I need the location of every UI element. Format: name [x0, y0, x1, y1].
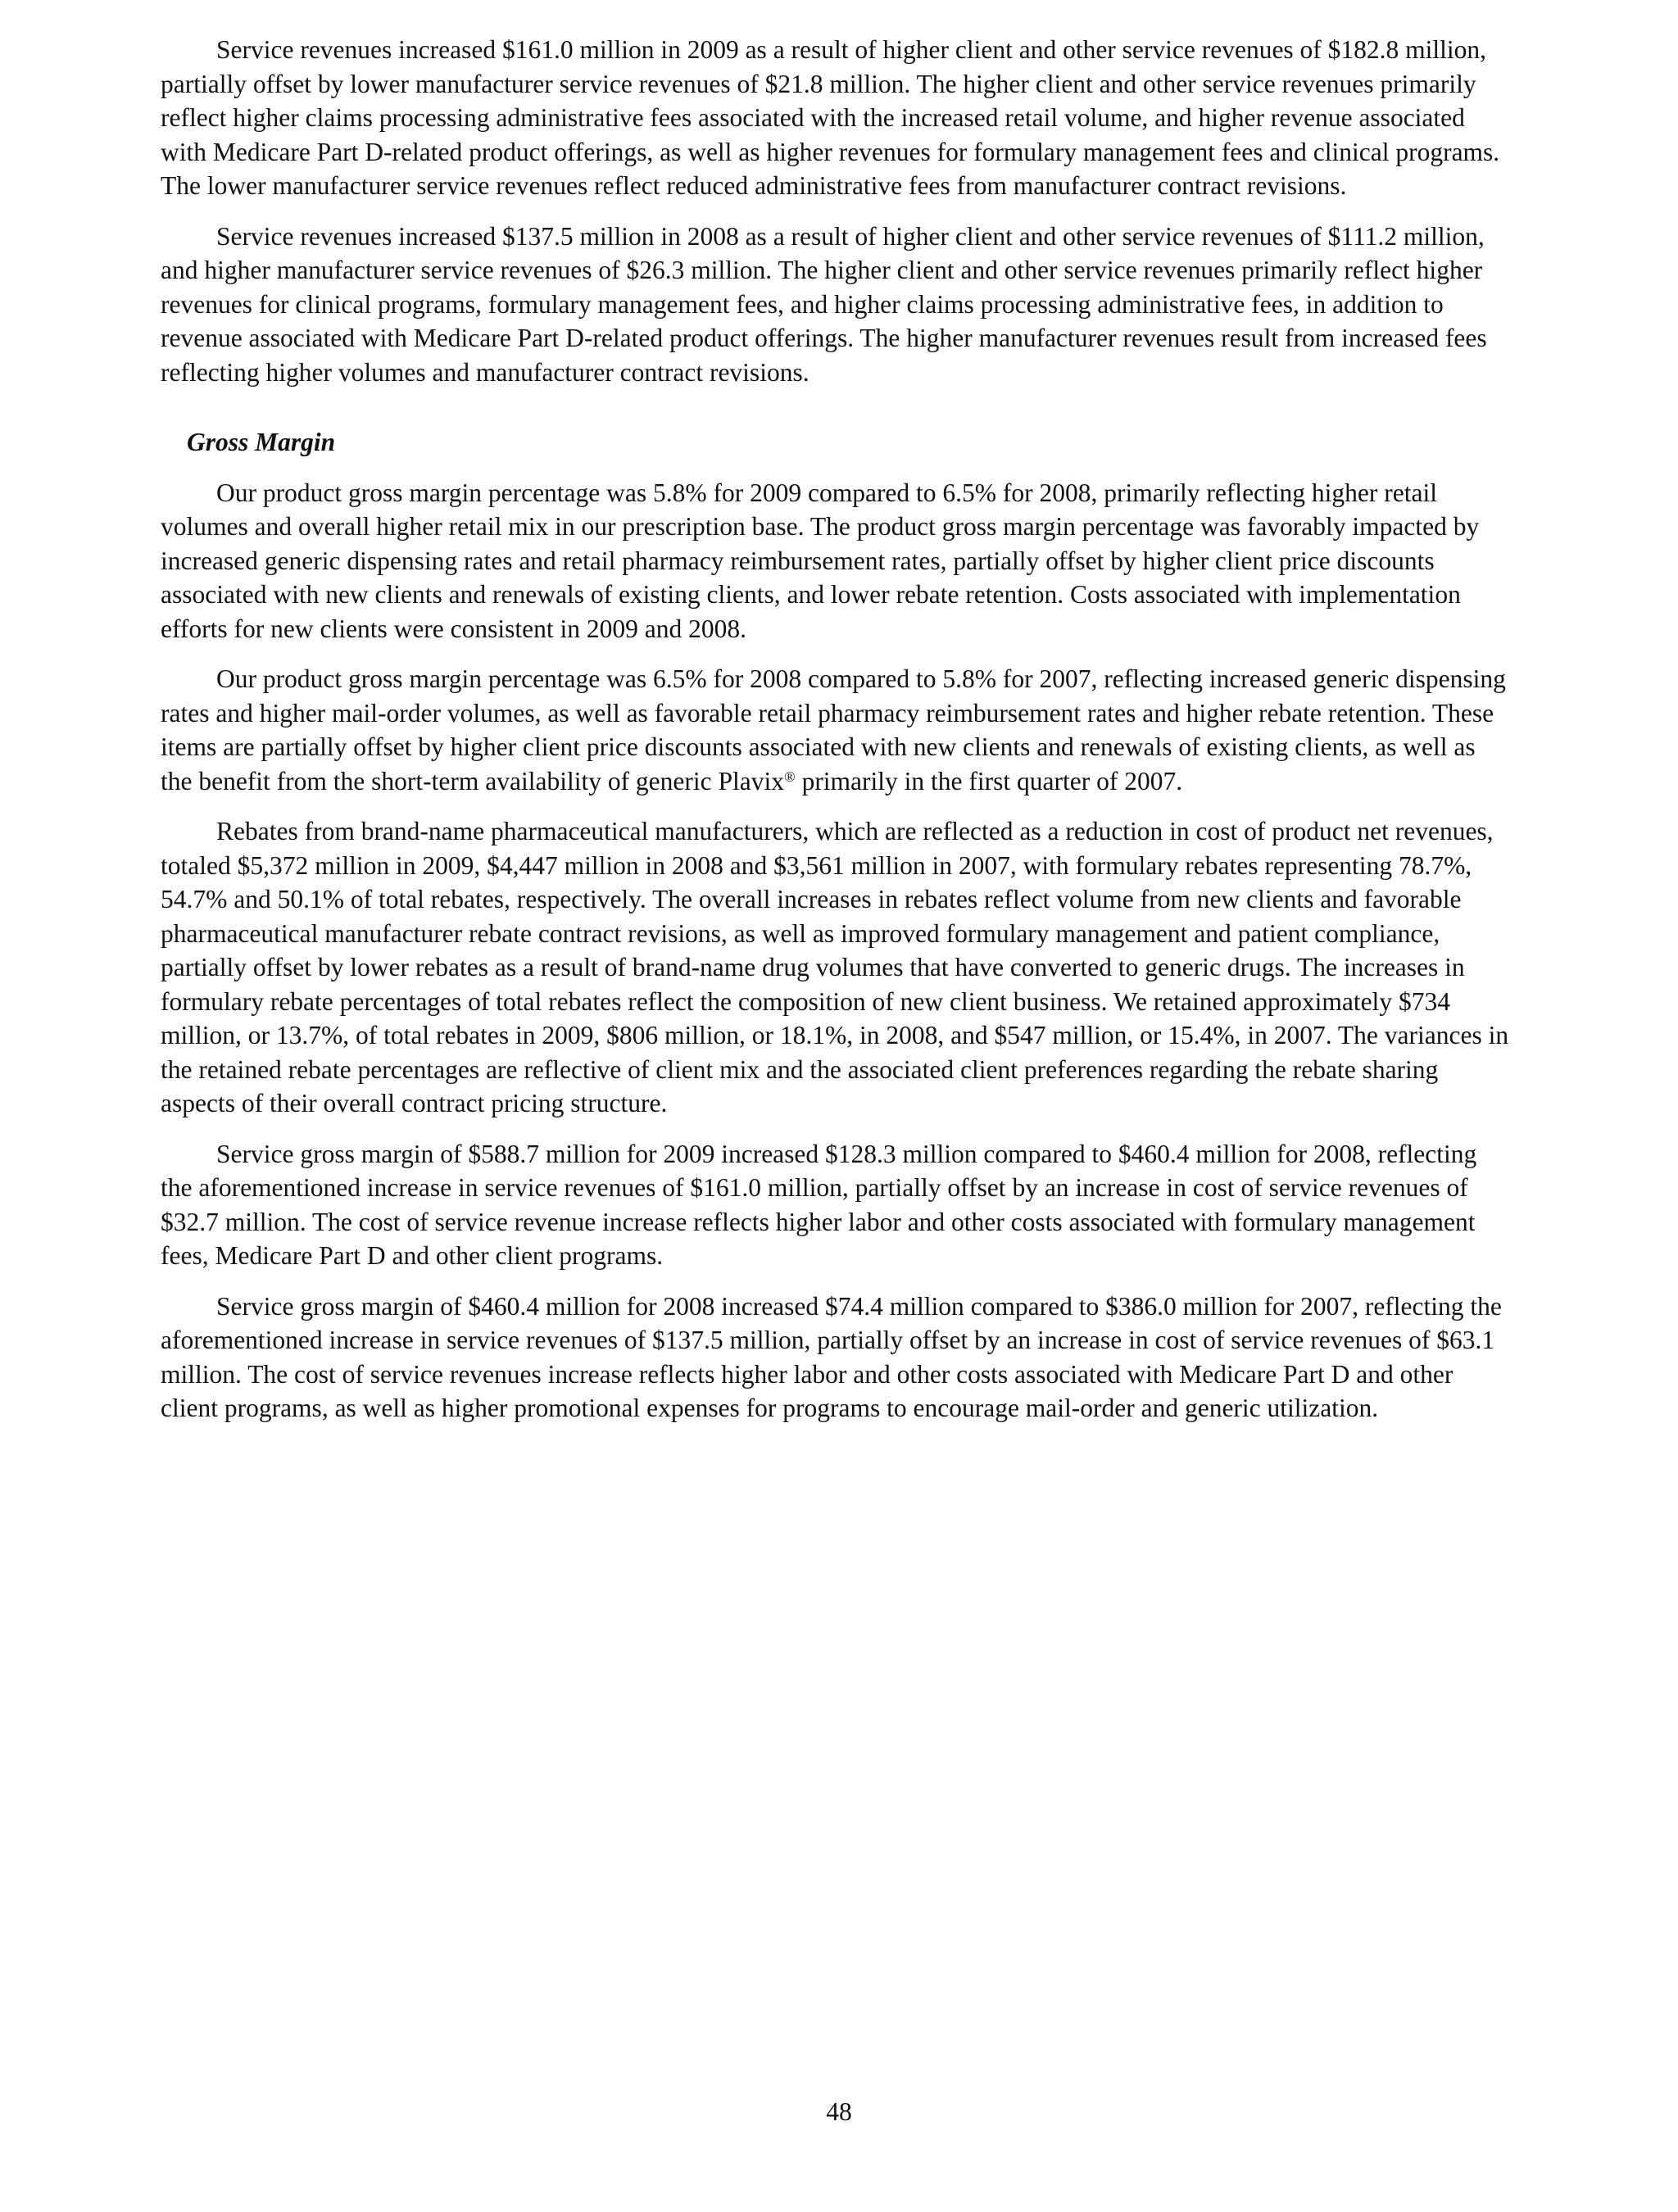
registered-mark: ® [784, 768, 796, 785]
paragraph-service-revenues-2009: Service revenues increased $161.0 million in 2009 as a result of higher client and other service revenues of $182.8 million, partially offset by lower manufacturer service revenues of $21.8 million. The higher client and other service revenues primarily reflect higher claims processing administrative fees associated with the increased retail volume, and higher revenue associated with Medicare Part D-related product offerings, as well as higher revenues for formulary management fees and clinical programs. The lower manufacturer service revenues reflect reduced administrative fees from manufacturer contract revisions. [161, 35, 1500, 200]
paragraph-service-gross-margin-2008: Service gross margin of $460.4 million for 2008 increased $74.4 million compared to $386.0 million for 2007, reflecting the aforementioned increase in service revenues of $137.5 million, partially offset by an increase in cost of service revenues of $63.1 million. The cost of service revenues increase reflects higher labor and other costs associated with Medicare Part D and other client programs, as well as higher promotional expenses for programs to encourage mail-order and generic utilization. [161, 1291, 1502, 1422]
paragraph-text: primarily in the first quarter of 2007. [795, 766, 1183, 796]
paragraph-text: Our product gross margin percentage was 6.5% for 2008 compared to 5.8% for 2007, reflecting increased generic dispensing rates and higher mail-order volumes, as well as favorable retail pharmacy reimbursement rates and higher rebate retention. These items are partially offset by higher client price discounts associated with new clients and renewals of existing clients, as well as the benefit from the short-term availability of generic Plavix [161, 664, 1506, 796]
section-heading-gross-margin: Gross Margin [187, 428, 336, 456]
document-page [161, 33, 1512, 1442]
paragraph-service-gross-margin-2009: Service gross margin of $588.7 million for 2009 increased $128.3 million compared to $460.4 million for 2008, reflecting the aforementioned increase in service revenues of $161.0 million, partially offset by an increase in cost of service revenues of $32.7 million. The cost of service revenue increase reflects higher labor and other costs associated with formulary management fees, Medicare Part D and other client programs. [161, 1139, 1477, 1270]
page-number: 48 [826, 2097, 852, 2126]
paragraph-product-gross-margin-2008 [161, 662, 1512, 798]
paragraph-service-revenues-2008: Service revenues increased $137.5 million in 2008 as a result of higher client and other service revenues of $111.2 million, and higher manufacturer service revenues of $26.3 million. The higher client and other service revenues primarily reflect higher revenues for clinical programs, formulary management fees, and higher claims processing administrative fees, in addition to revenue associated with Medicare Part D-related product offerings. The higher manufacturer revenues result from increased fees reflecting higher volumes and manufacturer contract revisions. [161, 221, 1487, 387]
paragraph-product-gross-margin-2009: Our product gross margin percentage was 5.8% for 2009 compared to 6.5% for 2008, primarily reflecting higher retail volumes and overall higher retail mix in our prescription base. The product gross margin percentage was favorably impacted by increased generic dispensing rates and retail pharmacy reimbursement rates, partially offset by higher client price discounts associated with new clients and renewals of existing clients, and lower rebate retention. Costs associated with implementation efforts for new clients were consistent in 2009 and 2008. [161, 478, 1480, 643]
paragraph-rebates: Rebates from brand-name pharmaceutical manufacturers, which are reflected as a reduction in cost of product net revenues, totaled $5,372 million in 2009, $4,447 million in 2008 and $3,561 million in 2007, with formulary rebates representing 78.7%, 54.7% and 50.1% of total rebates, respectively. The overall increases in rebates reflect volume from new clients and favorable pharmaceutical manufacturer rebate contract revisions, as well as improved formulary management and patient compliance, partially offset by lower rebates as a result of brand-name drug volumes that have converted to generic drugs. The increases in formulary rebate percentages of total rebates reflect the composition of new client business. We retained approximately $734 million, or 13.7%, of total rebates in 2009, $806 million, or 18.1%, in 2008, and $547 million, or 15.4%, in 2007. The variances in the retained rebate percentages are reflective of client mix and the associated client preferences regarding the rebate sharing aspects of their overall contract pricing structure. [161, 817, 1509, 1117]
